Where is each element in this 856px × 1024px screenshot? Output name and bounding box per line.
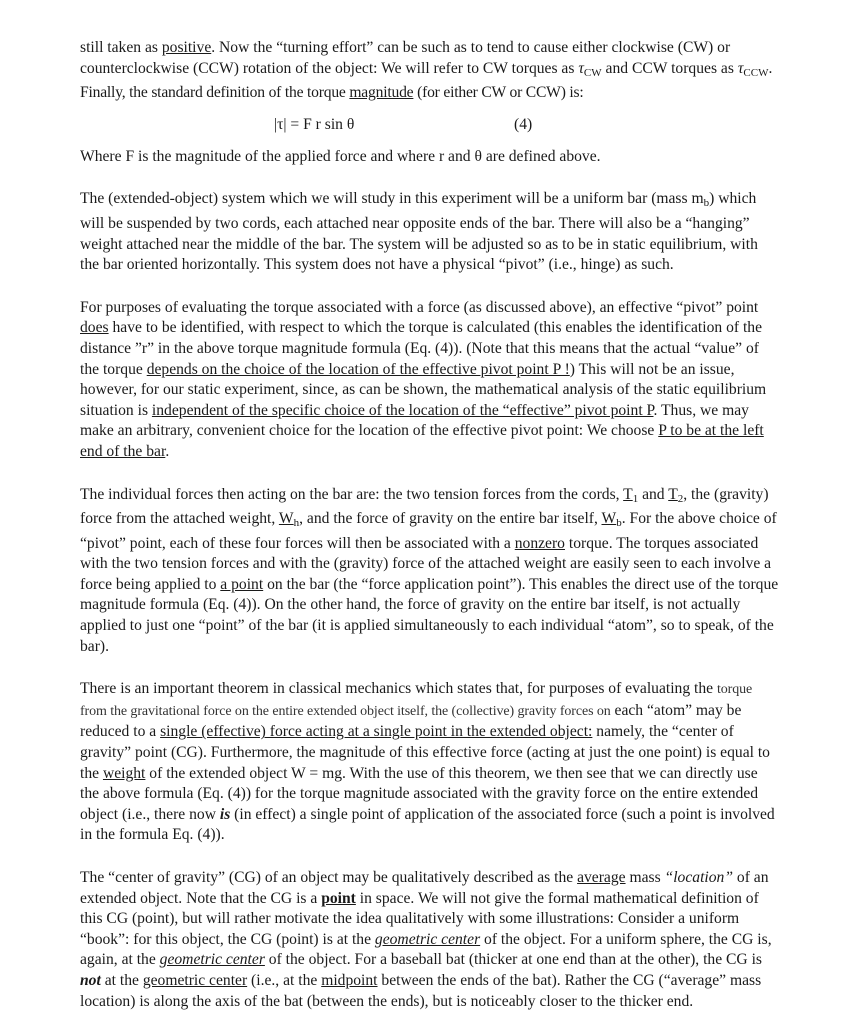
tension-2-symbol: T <box>668 485 678 503</box>
underlined-nonzero: nonzero <box>514 534 565 552</box>
paragraph-center-of-gravity <box>80 868 780 1012</box>
underlined-midpoint: midpoint <box>321 971 378 989</box>
underlined-geometric-center: geometric center <box>142 971 248 989</box>
text: , the (gravity) force from the attached weight, <box>80 485 769 528</box>
text: each “atom” may be reduced to a <box>80 701 742 741</box>
text: The individual forces then acting on the bar are: the two tension forces from the cords, <box>80 485 624 503</box>
underlined-choice: P to be at the left end of the bar <box>80 422 764 460</box>
paragraph-torque-definition <box>80 38 780 104</box>
underlined-independent: independent of the specific choice of the location of the “effective” pivot point P <box>151 401 654 419</box>
text: at the <box>100 971 143 989</box>
underlined-geometric-center: geometric center <box>374 930 481 948</box>
text: The (extended-object) system which we will study in this experiment will be a uniform bar (mass m <box>80 190 704 208</box>
text: There is an important theorem in classical mechanics which states that, for purposes of evaluating the <box>80 680 717 698</box>
text: (in effect) a single point of application of the associated force (such a point is involved in the formula Eq. (4)). <box>80 805 775 844</box>
tau-symbol: τ <box>737 59 744 77</box>
equation-number: (4) <box>514 115 533 133</box>
faint-text: torque from the gravitational force on the entire extended object itself, the (collective) gravity forces on <box>80 682 753 719</box>
equation-4 <box>80 115 780 137</box>
paragraph-forces <box>80 485 780 658</box>
text: on the bar (the “force application point”). This enables the direct use of the torque magnitude formula (Eq. (4)). On the other hand, the force of gravity on the entire bar itself, is not actually applied to just one “point” of the bar (it is applied simultaneously to each individual “atom”, so to speak, of the bar). <box>80 575 779 655</box>
weight-b-subscript: b <box>616 517 622 530</box>
text: still taken as <box>80 39 162 56</box>
text: mass <box>625 869 665 886</box>
underlined-weight: weight <box>102 764 146 782</box>
equation-expression: |τ| = F r sin θ <box>274 115 355 133</box>
text: (for either CW or CCW) is: <box>413 84 584 102</box>
text: torque. The torques associated with the two tension forces and with the (gravity) force of the attached weight are easily seen to each involve a force being applied to <box>80 534 772 593</box>
weight-b-symbol: W <box>601 510 617 528</box>
text: (i.e., at the <box>247 971 322 989</box>
weight-h-symbol: W <box>278 510 294 528</box>
paragraph-where: Where F is the magnitude of the applied force and where r and θ are defined above. <box>80 147 601 165</box>
text: and CCW torques as <box>601 59 738 77</box>
paragraph-system <box>80 189 780 275</box>
underlined-average: average <box>577 869 626 886</box>
tension-1-symbol: T <box>623 485 633 503</box>
emphasis-not: not <box>80 971 101 989</box>
underlined-positive: positive <box>161 39 212 56</box>
tension-1-subscript: 1 <box>632 492 639 505</box>
text: . Finally, the standard definition of the torque <box>80 59 773 102</box>
tau-symbol: τ <box>578 59 584 77</box>
text: of the extended object W = mg. With the use of this theorem, we then see that we can directly use the above formula (Eq. (4)) for the torque magnitude associated with the gravity force on the entire extended object (i.e., there now <box>80 764 759 823</box>
text: The “center of gravity” (CG) of an object may be qualitatively described as the <box>80 869 578 886</box>
text: and <box>638 485 669 503</box>
underlined-point: point <box>321 889 356 907</box>
text: , and the force of gravity on the entire bar itself, <box>299 510 602 528</box>
text: between the ends of the bat). Rather the CG (“average” mass location) is along the axis of the bat (between the ends), but is noticeably closer to the thicker end. <box>80 971 762 1010</box>
text: of the object. For a uniform sphere, the CG is, again, at the <box>80 930 772 969</box>
text: of an extended object. Note that the CG is a <box>80 869 769 907</box>
text: . Now the “turning effort” can be such as to tend to cause either clockwise (CW) or counterclockwise (CCW) rotation of the object: We will refer to CW torques as <box>80 39 731 77</box>
text: namely, the “center of gravity” point (CG). Furthermore, the magnitude of this effective force (acting at just the one point) is equal to the <box>80 723 770 782</box>
text: ) This will not be an issue, however, for our static experiment, since, as can be shown, the mathematical analysis of the static equilibrium situation is <box>80 360 767 419</box>
text: . Thus, we may make an arbitrary, convenient choice for the location of the effective pivot point: We choose <box>80 401 749 440</box>
underlined-a-point: a point <box>220 575 264 593</box>
paragraph-theorem <box>80 679 780 846</box>
text: For purposes of evaluating the torque associated with a force (as discussed above), an effective “pivot” point <box>80 298 759 316</box>
italic-location: “location” <box>664 869 733 886</box>
emphasis-is: is <box>219 805 231 823</box>
paragraph-pivot <box>80 298 780 463</box>
tension-2-subscript: 2 <box>677 492 684 505</box>
text: ) which will be suspended by two cords, each attached near opposite ends of the bar. There will also be a “hanging” weight attached near the middle of the bar. The system will be adjusted so as to be in static equilibrium, with the bar oriented horizontally. This system does not have a physical “pivot” (i.e., hinge) as such. <box>80 190 758 274</box>
cw-subscript: CW <box>583 66 602 79</box>
underlined-geometric-center: geometric center <box>159 951 265 969</box>
underlined-does: does <box>80 319 109 337</box>
underlined-magnitude: magnitude <box>349 84 414 102</box>
text: of the object. For a baseball bat (thicker at one end than at the other), the CG is <box>264 951 762 969</box>
mass-subscript: b <box>703 197 710 210</box>
ccw-subscript: CCW <box>743 66 769 79</box>
text: have to be identified, with respect to which the torque is calculated (this enables the identification of the distance ”r” in the above torque magnitude formula (Eq. (4)). (Note that this means that the actual “value” of the torque <box>80 319 763 378</box>
text: . <box>165 442 170 460</box>
text: . For the above choice of “pivot” point, each of these four forces will then be associated with a <box>80 510 777 552</box>
text: in space. We will not give the formal mathematical definition of this CG (point), but will rather motivate the idea qualitatively with some illustrations: Consider a uniform “book”: for this object, the CG (point) is at the <box>80 889 759 948</box>
underlined-single-force: single (effective) force acting at a single point in the extended object: <box>160 723 593 741</box>
weight-h-subscript: h <box>293 517 300 530</box>
underlined-depends: depends on the choice of the location of the effective pivot point P ! <box>146 360 570 378</box>
